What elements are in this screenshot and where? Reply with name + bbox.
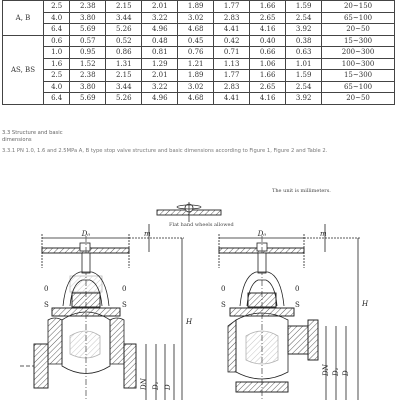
table-cell: 1.89 xyxy=(178,70,214,82)
group-label-a-b: A, B xyxy=(3,1,44,36)
table-cell: 5.69 xyxy=(70,93,106,105)
table-cell: 1.77 xyxy=(214,1,250,13)
table-cell: 0.57 xyxy=(70,35,106,47)
table-cell: 1.77 xyxy=(214,70,250,82)
pressure-table xyxy=(2,0,395,105)
table-group-as-bs xyxy=(3,35,395,104)
table-cell: 0.71 xyxy=(214,47,250,59)
table-cell: 3.22 xyxy=(142,81,178,93)
table-cell: 20~150 xyxy=(322,1,395,13)
table-cell: 2.5 xyxy=(44,70,70,82)
table-cell: 2.65 xyxy=(250,12,286,24)
table-cell: 0.42 xyxy=(214,35,250,47)
table-cell: 3.80 xyxy=(70,12,106,24)
table-row xyxy=(3,93,395,105)
label-h-fig2: H xyxy=(362,300,369,308)
table-cell: 2.38 xyxy=(70,1,106,13)
table-cell: 3.80 xyxy=(70,81,106,93)
section-paragraph: 3.3.1 PN 1.0, 1.6 and 2.5MPa A, B type stop valve structure and basic dimensions according to Figure 1, Figure 2 and Table 2. xyxy=(2,148,328,154)
label-d-fig2: D xyxy=(342,370,350,376)
table-cell: 65~100 xyxy=(322,81,395,93)
table-cell: 20~50 xyxy=(322,93,395,105)
table-cell: 2.54 xyxy=(286,12,322,24)
label-0-fig2-a: 0 xyxy=(221,285,226,293)
table-cell: 3.92 xyxy=(286,24,322,36)
table-cell: 6.4 xyxy=(44,93,70,105)
label-s-fig2-a: S xyxy=(221,301,226,309)
table-cell: 0.40 xyxy=(250,35,286,47)
table-cell: 2.38 xyxy=(70,70,106,82)
label-m-fig2: m xyxy=(320,230,327,238)
table-cell: 4.16 xyxy=(250,24,286,36)
label-s-fig1-a: S xyxy=(44,301,49,309)
section-heading: 3.3 Structure and basic dimensions xyxy=(2,130,63,143)
label-m-fig1: m xyxy=(144,230,151,238)
table-cell: 4.68 xyxy=(178,93,214,105)
label-d1-fig1: D₁ xyxy=(152,381,160,390)
table-cell: 1.66 xyxy=(250,1,286,13)
table-cell: 0.48 xyxy=(142,35,178,47)
table-cell: 4.16 xyxy=(250,93,286,105)
valve-figures xyxy=(0,176,400,400)
label-0-fig2-b: 0 xyxy=(295,285,300,293)
table-cell: 1.0 xyxy=(44,47,70,59)
table-cell: 2.15 xyxy=(106,1,142,13)
table-cell: 2.54 xyxy=(286,81,322,93)
table-cell: 1.59 xyxy=(286,1,322,13)
table-cell: 0.86 xyxy=(106,47,142,59)
table-row xyxy=(3,47,395,59)
table-cell: 1.29 xyxy=(142,58,178,70)
table-row xyxy=(3,12,395,24)
label-0-fig1-a: 0 xyxy=(44,285,49,293)
table-cell: 1.89 xyxy=(178,1,214,13)
table-cell: 4.41 xyxy=(214,24,250,36)
table-cell: 1.01 xyxy=(286,58,322,70)
table-cell: 3.44 xyxy=(106,81,142,93)
group-label-as-bs: AS, BS xyxy=(3,35,44,104)
table-cell: 3.92 xyxy=(286,93,322,105)
table-cell: 1.6 xyxy=(44,58,70,70)
table-cell: 1.52 xyxy=(70,58,106,70)
table-cell: 2.15 xyxy=(106,70,142,82)
label-s-fig1-b: S xyxy=(122,301,127,309)
handwheel-note: Flat hand wheels allowed xyxy=(169,222,234,228)
table-cell: 2.83 xyxy=(214,12,250,24)
table-cell: 0.52 xyxy=(106,35,142,47)
table-cell: 100~300 xyxy=(322,58,395,70)
table-cell: 15~300 xyxy=(322,70,395,82)
table-cell: 4.0 xyxy=(44,81,70,93)
table-cell: 2.5 xyxy=(44,1,70,13)
table-cell: 1.66 xyxy=(250,70,286,82)
label-dn-fig1: DN xyxy=(140,378,148,390)
table-cell: 0.76 xyxy=(178,47,214,59)
label-dn-fig2: DN xyxy=(322,364,330,376)
table-cell: 4.68 xyxy=(178,24,214,36)
table-row xyxy=(3,81,395,93)
table-row xyxy=(3,70,395,82)
table-cell: 0.38 xyxy=(286,35,322,47)
table-row xyxy=(3,35,395,47)
table-cell: 5.26 xyxy=(106,93,142,105)
table-cell: 1.13 xyxy=(214,58,250,70)
table-cell: 20~50 xyxy=(322,24,395,36)
table-cell: 65~100 xyxy=(322,12,395,24)
table-cell: 5.69 xyxy=(70,24,106,36)
table-row xyxy=(3,24,395,36)
label-s-fig2-b: S xyxy=(295,301,300,309)
table-cell: 0.6 xyxy=(44,35,70,47)
table-cell: 3.02 xyxy=(178,12,214,24)
table-cell: 0.63 xyxy=(286,47,322,59)
label-d0-fig1: D₀ xyxy=(81,230,91,238)
table-cell: 2.65 xyxy=(250,81,286,93)
table-cell: 2.01 xyxy=(142,70,178,82)
table-cell: 1.21 xyxy=(178,58,214,70)
table-cell: 4.96 xyxy=(142,24,178,36)
table-cell: 5.26 xyxy=(106,24,142,36)
table-cell: 2.01 xyxy=(142,1,178,13)
label-d-fig1: D xyxy=(164,384,172,390)
table-cell: 3.44 xyxy=(106,12,142,24)
table-cell: 1.31 xyxy=(106,58,142,70)
table-cell: 1.06 xyxy=(250,58,286,70)
table-group-a-b xyxy=(3,1,395,36)
table-cell: 0.66 xyxy=(250,47,286,59)
flat-handwheel-detail xyxy=(157,202,221,222)
table-cell: 6.4 xyxy=(44,24,70,36)
table-row xyxy=(3,1,395,13)
label-d1-fig2: D₁ xyxy=(332,367,340,376)
valve-figure-1 xyxy=(20,224,184,400)
label-0-fig1-b: 0 xyxy=(122,285,127,293)
valve-drawing xyxy=(0,176,400,400)
unit-note: The unit is millimeters. xyxy=(272,188,331,194)
table-cell: 4.0 xyxy=(44,12,70,24)
table-cell: 0.95 xyxy=(70,47,106,59)
table-cell: 3.22 xyxy=(142,12,178,24)
table-cell: 200~300 xyxy=(322,47,395,59)
table-cell: 15~300 xyxy=(322,35,395,47)
table-cell: 0.81 xyxy=(142,47,178,59)
label-d0-fig2: D₀ xyxy=(257,230,267,238)
table-cell: 3.02 xyxy=(178,81,214,93)
table-row xyxy=(3,58,395,70)
table-cell: 4.41 xyxy=(214,93,250,105)
table-cell: 2.83 xyxy=(214,81,250,93)
table-cell: 0.45 xyxy=(178,35,214,47)
table-cell: 1.59 xyxy=(286,70,322,82)
label-h-fig1: H xyxy=(186,318,193,326)
table-cell: 4.96 xyxy=(142,93,178,105)
